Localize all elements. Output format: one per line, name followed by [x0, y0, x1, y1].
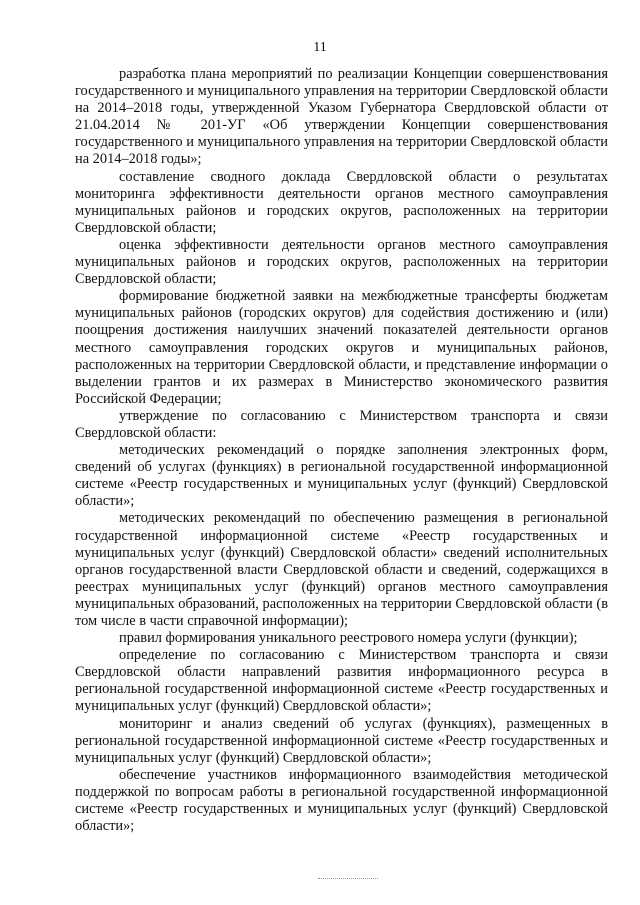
paragraph: мониторинг и анализ сведений об услугах (функциях), размещенных в региональной государственной информационной системе «Реестр государственных и муниципальных услуг (функций) Свердловской области»; [75, 715, 608, 766]
paragraph: формирование бюджетной заявки на межбюджетные трансферты бюджетам муниципальных районов (городских округов) для содействия достижению и (или) поощрения достижения наилучших значений показателей деятельности органов местного самоуправления городских округов и муниципальных районов, расположенных на территории Свердловской области, и представление информации о выделении грантов и их размерах в Министерство экономического развития Российской Федерации; [75, 288, 608, 407]
paragraph: определение по согласованию с Министерством транспорта и связи Свердловской области направлений развития информационного ресурса в региональной государственной информационной системе «Реестр государственных и муниципальных услуг (функций) Свердловской области»; [75, 647, 608, 715]
paragraph: составление сводного доклада Свердловской области о результатах мониторинга эффективности деятельности органов местного самоуправления муниципальных районов и городских округов, расположенных на территории Свердловской области; [75, 168, 608, 236]
paragraph: оценка эффективности деятельности органов местного самоуправления муниципальных районов и городских округов, расположенных на территории Свердловской области; [75, 236, 608, 288]
paragraph: правил формирования уникального реестрового номера услуги (функции); [119, 630, 578, 647]
paragraph: методических рекомендаций по обеспечению размещения в региональной государственной информационной системе «Реестр государственных и муниципальных услуг (функций) Свердловской области» сведений исполнительных органов государственной власти Свердловской области и сведений, содержащихся в реестрах муниципальных услуг (функций) органов местного самоуправления муниципальных образований, расположенных на территории Свердловской области (в том числе в части справочной информации); [75, 510, 608, 629]
page-number: 11 [313, 40, 327, 55]
paragraph: утверждение по согласованию с Министерством транспорта и связи Свердловской области: [75, 407, 608, 441]
document-body [75, 66, 608, 835]
paragraph: обеспечение участников информационного взаимодействия методической поддержкой по вопросам работы в региональной государственной информационной системе «Реестр государственных и муниципальных услуг (функций) Свердловской области»; [75, 766, 608, 835]
paragraph: методических рекомендаций о порядке заполнения электронных форм, сведений об услугах (функциях) в региональной государственной информационной системе «Реестр государственных и муниципальных услуг (функций) Свердловской области»; [75, 442, 608, 510]
paragraph: разработка плана мероприятий по реализации Концепции совершенствования государственного и муниципального управления на территории Свердловской области на 2014–2018 годы, утвержденной Указом Губернатора Свердловской области от 21.04.2014 № 201-УГ «Об утверждении Концепции совершенствования государственного и муниципального управления на территории Свердловской области на 2014–2018 годы»; [75, 66, 608, 168]
scan-artifact [318, 878, 378, 885]
